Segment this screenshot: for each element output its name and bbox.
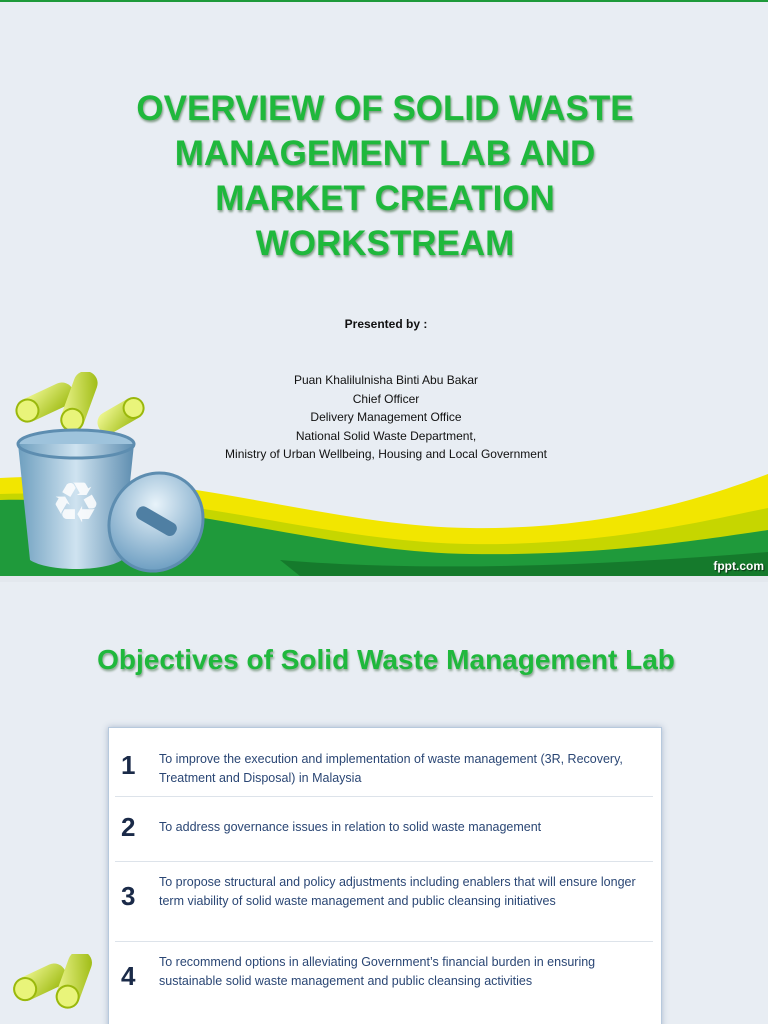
presenter-name: Puan Khalilulnisha Binti Abu Bakar xyxy=(293,373,479,387)
objective-text: To address governance issues in relation to solid waste management xyxy=(159,820,542,834)
objectives-title: Objectives of Solid Waste Management Lab xyxy=(97,644,675,675)
title-line-2: MANAGEMENT LAB AND xyxy=(174,134,596,173)
objectives-table xyxy=(108,727,662,1024)
presenter-office: Delivery Management Office xyxy=(310,410,462,424)
title-line-1: OVERVIEW OF SOLID WASTE xyxy=(136,89,634,128)
objective-row xyxy=(115,796,653,862)
presented-by-label: Presented by : xyxy=(344,317,428,331)
objective-number: 4 xyxy=(121,961,136,991)
svg-text:♻: ♻ xyxy=(50,471,102,536)
objective-row xyxy=(115,941,653,1021)
presenter-ministry: Ministry of Urban Wellbeing, Housing and Local Government xyxy=(225,447,547,461)
objective-text: To propose structural and policy adjustments including enablers that will ensure longer term viability of solid waste management and public cleansing initiatives xyxy=(159,875,636,908)
title-line-4: WORKSTREAM xyxy=(255,224,515,263)
presenter-department: National Solid Waste Department, xyxy=(295,428,477,443)
watermark-text: fppt.com xyxy=(713,559,764,573)
objective-number: 3 xyxy=(121,881,136,911)
objective-text: To recommend options in alleviating Government’s financial burden in ensuring sustainable solid waste management and public cleansing activities xyxy=(159,955,596,988)
objective-row xyxy=(115,861,653,942)
presenter-position: Chief Officer xyxy=(352,391,420,406)
recycle-bin-icon xyxy=(8,372,213,576)
objective-number: 2 xyxy=(121,812,136,842)
objectives-slide xyxy=(0,582,768,1024)
objective-number: 1 xyxy=(121,750,136,780)
title-line-3: MARKET CREATION xyxy=(215,179,555,218)
objective-text: To improve the execution and implementation of waste management (3R, Recovery, Treatment and Disposal) in Malaysia xyxy=(159,752,623,785)
paper-rolls-icon xyxy=(6,954,116,1024)
objective-row xyxy=(115,728,653,797)
